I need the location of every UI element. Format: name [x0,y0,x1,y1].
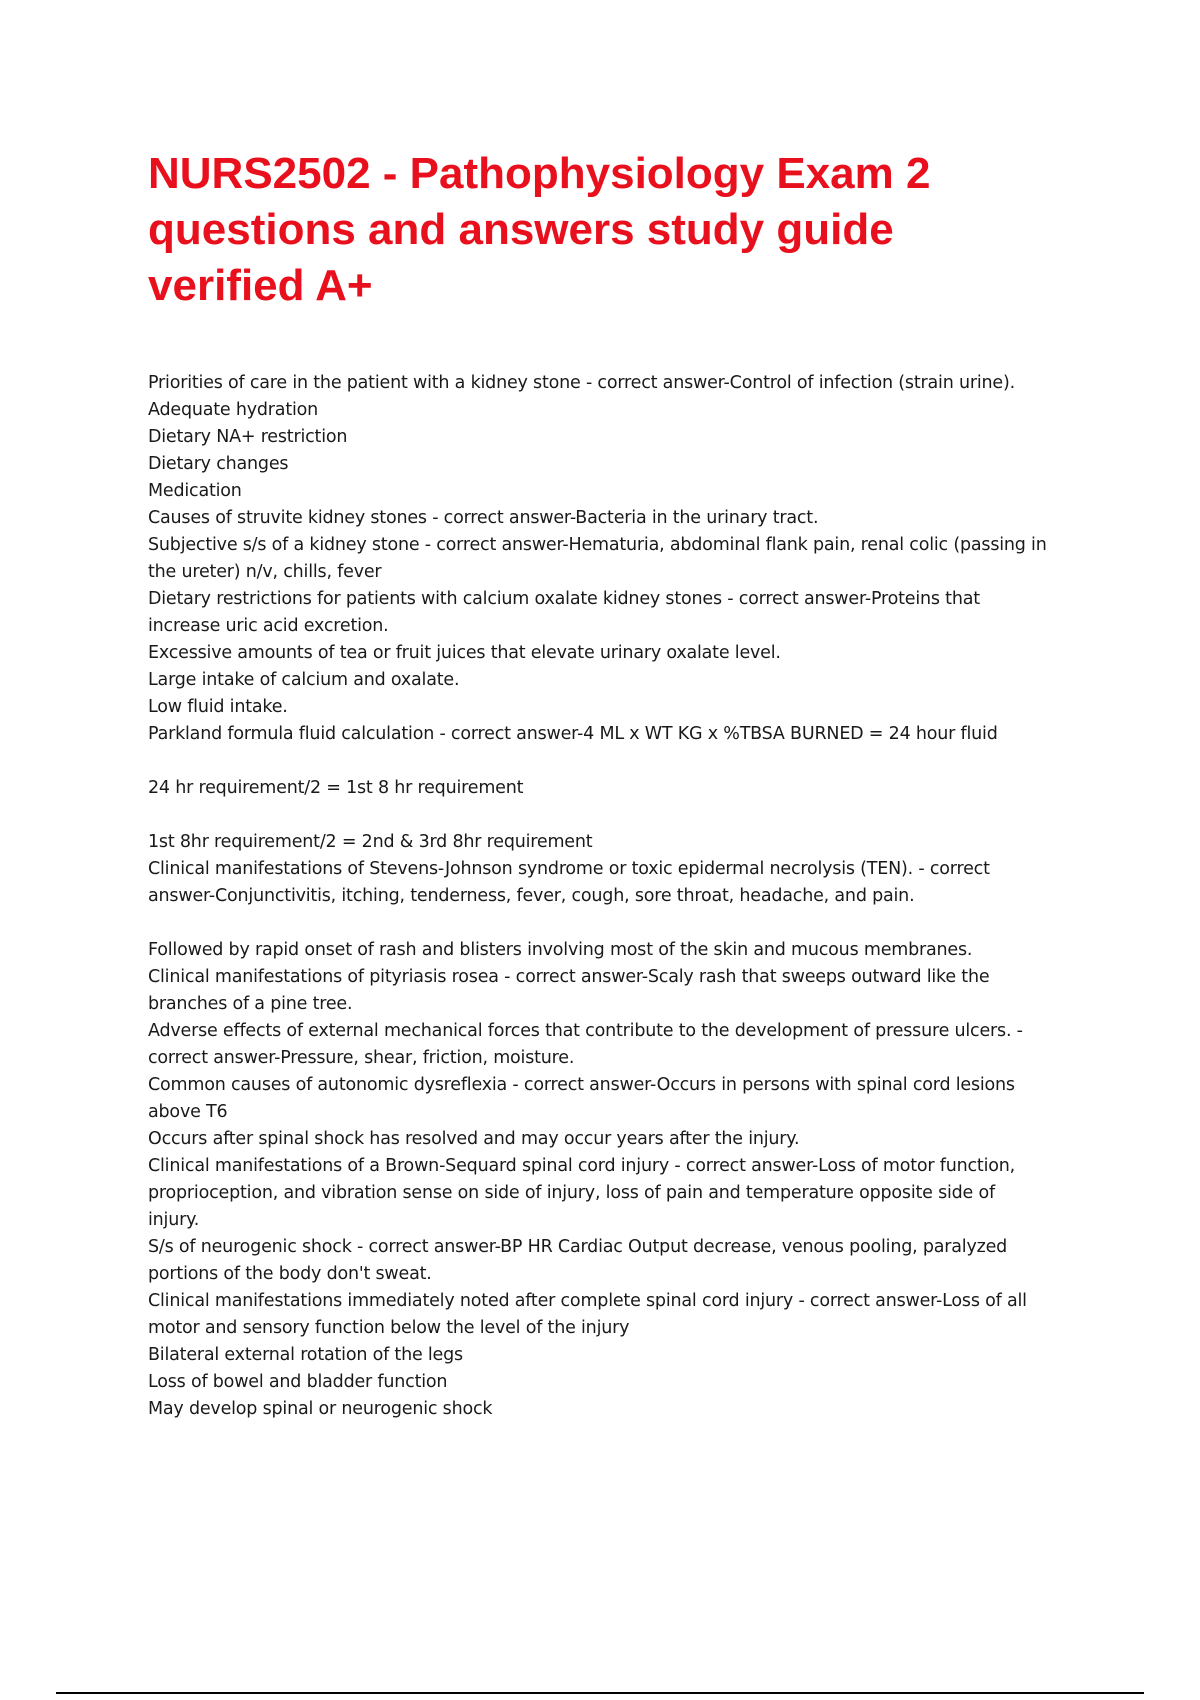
text-line: answer-Conjunctivitis, itching, tenderness, fever, cough, sore throat, headache, and pain. [148,886,915,906]
text-line: increase uric acid excretion. [148,616,389,636]
text-line: Priorities of care in the patient with a kidney stone - correct answer-Control of infection (strain urine). [148,373,1015,393]
text-line: branches of a pine tree. [148,994,353,1014]
text-line: Followed by rapid onset of rash and blisters involving most of the skin and mucous membranes. [148,940,973,960]
text-line: Clinical manifestations of pityriasis rosea - correct answer-Scaly rash that sweeps outward like the [148,967,990,987]
text-line: 24 hr requirement/2 = 1st 8 hr requirement [148,778,524,798]
text-line: S/s of neurogenic shock - correct answer-BP HR Cardiac Output decrease, venous pooling, paralyzed [148,1237,1008,1257]
text-line: Clinical manifestations of a Brown-Sequard spinal cord injury - correct answer-Loss of motor function, [148,1156,1015,1176]
blank-line [148,910,1088,937]
text-line: Medication [148,481,242,501]
title-line-2: questions and answers study guide [148,205,894,254]
text-line: Low fluid intake. [148,697,288,717]
document-body [148,370,1088,1423]
text-line: Bilateral external rotation of the legs [148,1345,463,1365]
text-line: Causes of struvite kidney stones - correct answer-Bacteria in the urinary tract. [148,508,819,528]
text-line: Dietary NA+ restriction [148,427,348,447]
text-line: 1st 8hr requirement/2 = 2nd & 3rd 8hr requirement [148,832,593,852]
text-line: Subjective s/s of a kidney stone - correct answer-Hematuria, abdominal flank pain, renal colic (passing in [148,535,1047,555]
text-line: Adverse effects of external mechanical forces that contribute to the development of pressure ulcers. - [148,1021,1023,1041]
blank-line [148,748,1088,775]
blank-line [148,802,1088,829]
title-line-1: NURS2502 - Pathophysiology Exam 2 [148,149,931,198]
text-line: the ureter) n/v, chills, fever [148,562,382,582]
text-line: Clinical manifestations of Stevens-Johnson syndrome or toxic epidermal necrolysis (TEN). - correct [148,859,990,879]
text-line: Excessive amounts of tea or fruit juices that elevate urinary oxalate level. [148,643,781,663]
text-line: Occurs after spinal shock has resolved and may occur years after the injury. [148,1129,800,1149]
text-line: May develop spinal or neurogenic shock [148,1399,493,1419]
document-title [148,146,1108,314]
text-line: Large intake of calcium and oxalate. [148,670,460,690]
text-line: injury. [148,1210,200,1230]
text-line: Dietary changes [148,454,289,474]
text-line: Adequate hydration [148,400,319,420]
text-line: motor and sensory function below the level of the injury [148,1318,630,1338]
text-line: above T6 [148,1102,228,1122]
title-line-3: verified A+ [148,261,373,310]
text-line: correct answer-Pressure, shear, friction, moisture. [148,1048,575,1068]
page-bottom-rule [56,1692,1144,1694]
text-line: Dietary restrictions for patients with calcium oxalate kidney stones - correct answer-Proteins that [148,589,980,609]
text-line: Clinical manifestations immediately noted after complete spinal cord injury - correct answer-Loss of all [148,1291,1027,1311]
text-line: Common causes of autonomic dysreflexia - correct answer-Occurs in persons with spinal cord lesions [148,1075,1015,1095]
text-line: proprioception, and vibration sense on side of injury, loss of pain and temperature opposite side of [148,1183,995,1203]
text-line: portions of the body don't sweat. [148,1264,432,1284]
text-line: Loss of bowel and bladder function [148,1372,448,1392]
text-line: Parkland formula fluid calculation - correct answer-4 ML x WT KG x %TBSA BURNED = 24 hour fluid [148,724,998,744]
